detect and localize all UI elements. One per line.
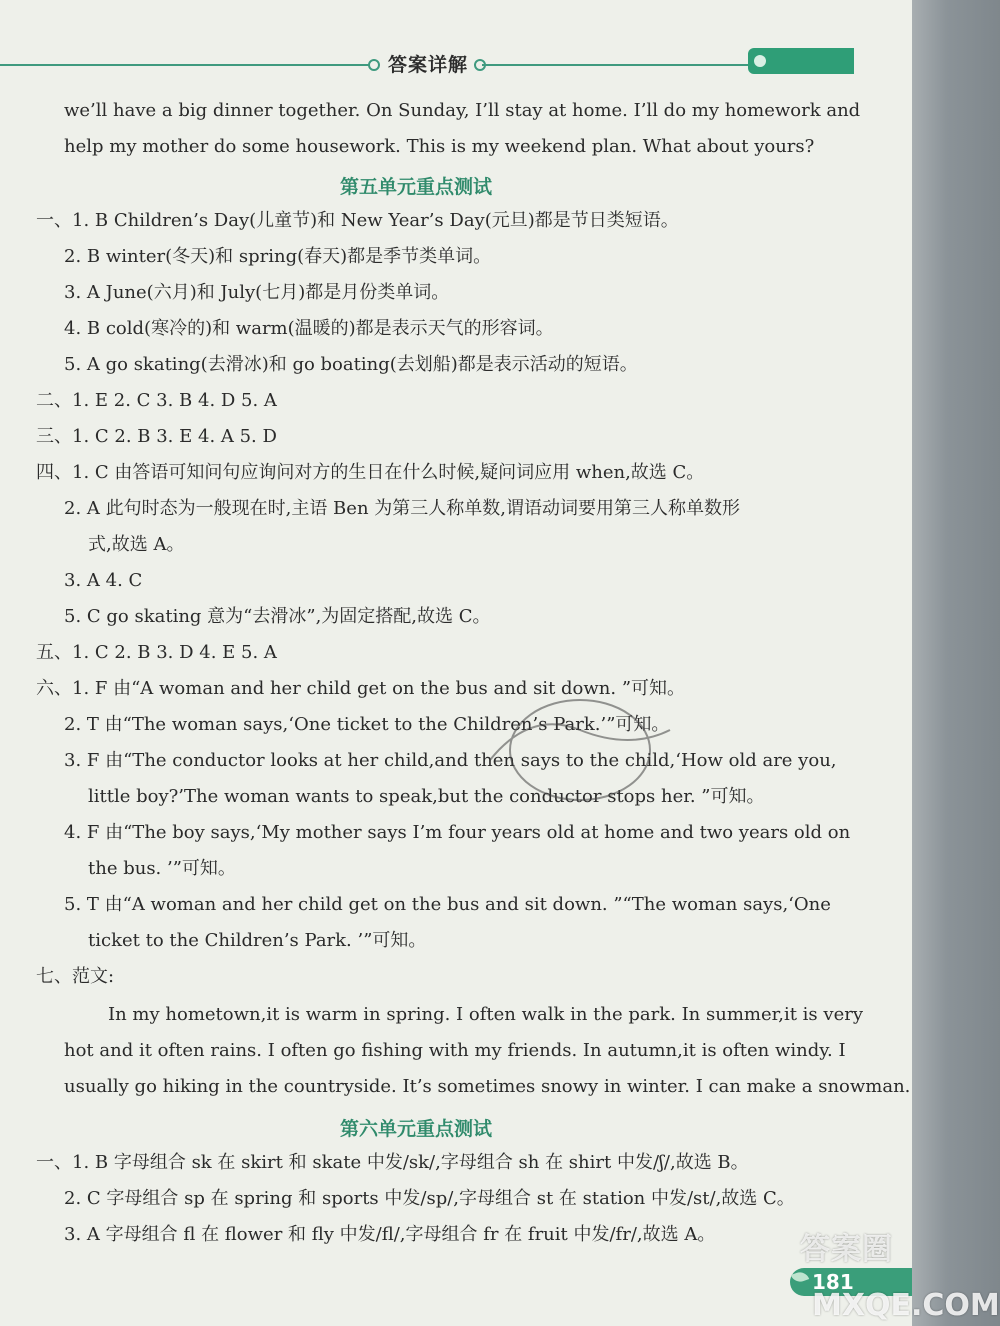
answer-line: ticket to the Children’s Park. ’”可知。 xyxy=(88,930,427,951)
answer-line: 5. C go skating 意为“去滑冰”,为固定搭配,故选 C。 xyxy=(64,606,491,627)
page-edge-shadow xyxy=(912,0,1000,1326)
site-watermark: 答案圈 xyxy=(800,1232,893,1267)
answer-line: 一、1. B 字母组合 sk 在 skirt 和 skate 中发/sk/,字母组合 sh 在 shirt 中发/ʃ/,故选 B。 xyxy=(36,1152,749,1173)
essay-line: In my hometown,it is warm in spring. I often walk in the park. In summer,it is very xyxy=(108,1004,863,1025)
answer-line: 5. A go skating(去滑冰)和 go boating(去划船)都是表示活动的短语。 xyxy=(64,354,638,375)
answer-line: 二、1. E 2. C 3. B 4. D 5. A xyxy=(36,390,277,411)
site-watermark-url: MXQE.COM xyxy=(812,1288,1000,1323)
answer-line: 一、1. B Children’s Day(儿童节)和 New Year’s Day(元旦)都是节日类短语。 xyxy=(36,210,679,231)
answer-line: 3. F 由“The conductor looks at her child,and then says to the child,‘How old are you, xyxy=(64,750,837,771)
essay-line: hot and it often rains. I often go fishing with my friends. In autumn,it is often windy. I xyxy=(64,1040,846,1061)
answer-line: 五、1. C 2. B 3. D 4. E 5. A xyxy=(36,642,277,663)
answer-line: 2. T 由“The woman says,‘One ticket to the Children’s Park.’”可知。 xyxy=(64,714,670,735)
header-rule-left xyxy=(0,64,372,66)
answer-line: 3. A June(六月)和 July(七月)都是月份类单词。 xyxy=(64,282,450,303)
answer-line: 2. C 字母组合 sp 在 spring 和 sports 中发/sp/,字母组合 st 在 station 中发/st/,故选 C。 xyxy=(64,1188,795,1209)
intro-line: help my mother do some housework. This is my weekend plan. What about yours? xyxy=(64,136,815,157)
answer-line: 2. B winter(冬天)和 spring(春天)都是季节类单词。 xyxy=(64,246,492,267)
page-header-title: 答案详解 xyxy=(388,54,469,76)
unit5-title: 第五单元重点测试 xyxy=(340,176,493,198)
answer-line: 4. B cold(寒冷的)和 warm(温暖的)都是表示天气的形容词。 xyxy=(64,318,554,339)
answer-line: 4. F 由“The boy says,‘My mother says I’m four years old at home and two years old on xyxy=(64,822,851,843)
answer-line: 四、1. C 由答语可知问句应询问对方的生日在什么时候,疑问词应用 when,故选 C。 xyxy=(36,462,705,483)
answer-line: 3. A 4. C xyxy=(64,570,143,591)
answer-line: the bus. ’”可知。 xyxy=(88,858,236,879)
answer-line: 2. A 此句时态为一般现在时,主语 Ben 为第三人称单数,谓语动词要用第三人称单数形 xyxy=(64,498,740,519)
answer-line: 3. A 字母组合 fl 在 flower 和 fly 中发/fl/,字母组合 fr 在 fruit 中发/fr/,故选 A。 xyxy=(64,1224,716,1245)
header-rule-right xyxy=(482,64,750,66)
answer-line: 七、范文: xyxy=(36,966,115,987)
answer-line: little boy?’The woman wants to speak,but the conductor stops her. ”可知。 xyxy=(88,786,765,807)
header-dot-left xyxy=(368,59,380,71)
answer-line: 5. T 由“A woman and her child get on the bus and sit down. ”“The woman says,‘One xyxy=(64,894,831,915)
header-tab-decoration xyxy=(748,48,854,74)
answer-line: 式,故选 A。 xyxy=(88,534,185,555)
answer-line: 六、1. F 由“A woman and her child get on the bus and sit down. ”可知。 xyxy=(36,678,686,699)
answer-line: 三、1. C 2. B 3. E 4. A 5. D xyxy=(36,426,277,447)
unit6-title: 第六单元重点测试 xyxy=(340,1118,493,1140)
essay-line: usually go hiking in the countryside. It’s sometimes snowy in winter. I can make a snowman. xyxy=(64,1076,911,1097)
intro-line: we’ll have a big dinner together. On Sunday, I’ll stay at home. I’ll do my homework and xyxy=(64,100,861,121)
page-number: 181 xyxy=(812,1270,854,1294)
